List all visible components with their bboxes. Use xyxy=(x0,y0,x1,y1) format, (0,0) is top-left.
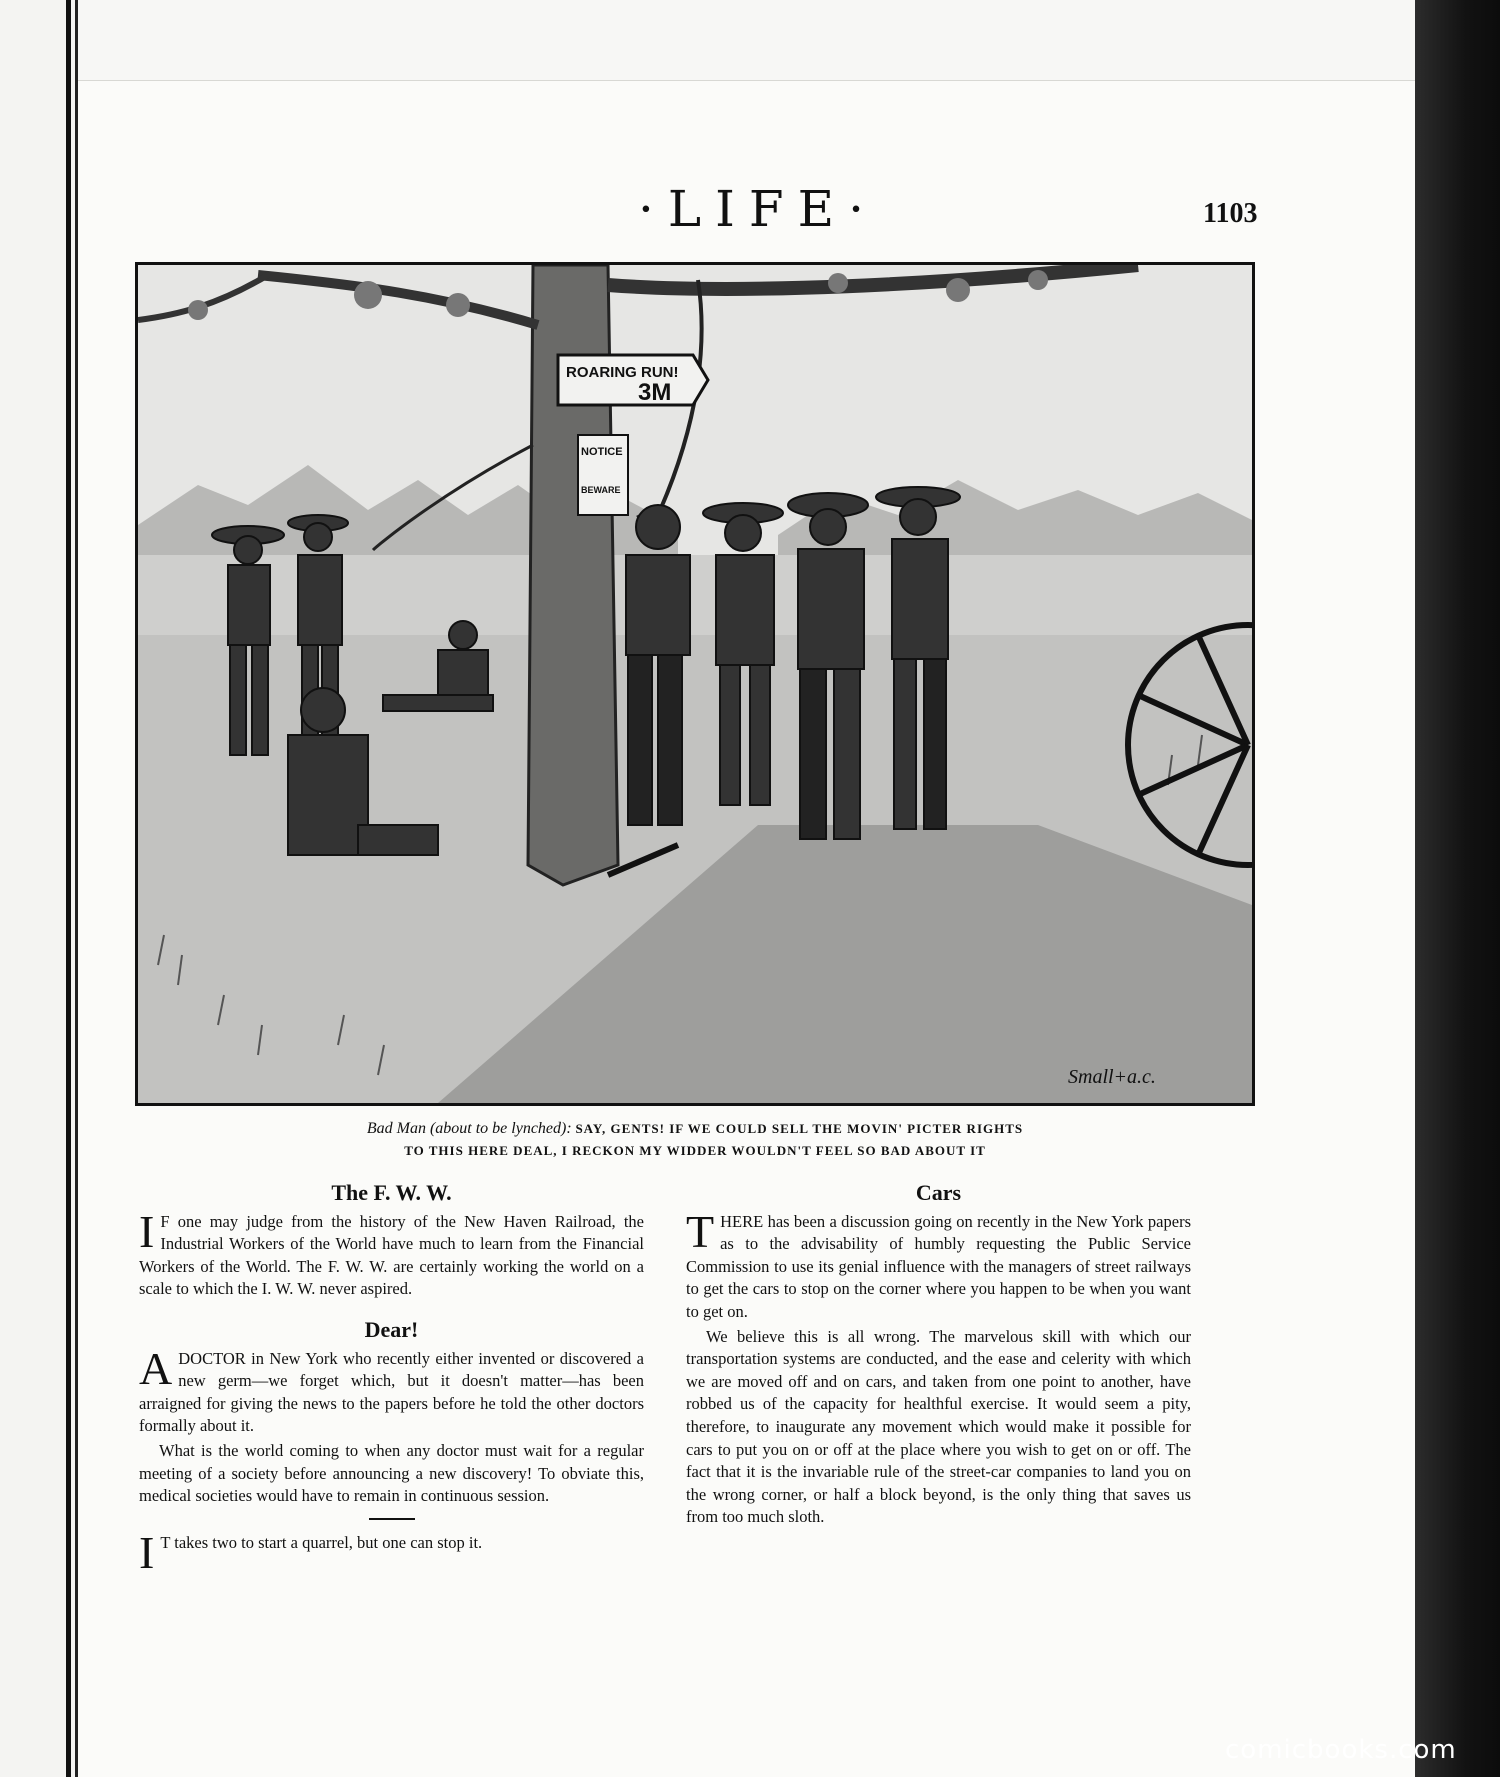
article-fww-body xyxy=(139,1205,644,1301)
article-dear-para-2: What is the world coming to when any doctor must wait for a regular meeting of a society before announcing a new discovery! To obviate this, medical societies would have to remain in continuous session. xyxy=(139,1440,644,1506)
fww-dropcap: I xyxy=(139,1205,155,1257)
article-cars-para-1 xyxy=(686,1205,1191,1324)
cartoon-illustration xyxy=(135,262,1255,1106)
article-dear-title: Dear! xyxy=(364,1316,419,1342)
article-cars-para-2: We believe this is all wrong. The marvelous skill with which our transportation systems are conducted, and the ease and celerity with which we are moved off and on cars, and taken from one point to another, have robbed us of the capacity for healthful exercise. It would seem a pity, therefore, to inaugurate any movement which would make it possible for cars to put you on or off at the place where you wish to get on or off. The fact that it is the invariable rule of the street-car companies to land you on the wrong corner, or half a block beyond, is the only thing that saves us from too much sloth. xyxy=(686,1326,1191,1527)
left-column xyxy=(139,1180,644,1578)
page-top-strip xyxy=(78,0,1418,81)
sign-distance-text: 3M xyxy=(638,379,672,406)
masthead: ·LIFE· xyxy=(638,180,878,238)
artist-signature: Small+a.c. xyxy=(1068,1066,1156,1088)
cartoon-drawing xyxy=(138,265,1252,1103)
sign-top-text: ROARING RUN! xyxy=(566,364,679,381)
quarrel-text: T takes two to start a quarrel, but one can stop it. xyxy=(160,1532,483,1552)
caption-speaker: Bad Man (about to be lynched): xyxy=(366,1120,572,1137)
cartoon-caption xyxy=(135,1118,1255,1161)
notice-title-text: NOTICE xyxy=(581,446,623,458)
article-quarrel xyxy=(139,1526,644,1578)
article-dear xyxy=(139,1316,644,1578)
right-column xyxy=(686,1182,1191,1547)
fww-text: F one may judge from the history of the New Haven Railroad, the Industrial Workers of the World have much to learn from the Financial Workers of the World. The F. W. W. are certainly working the world on a scale to which the I. W. W. never aspired. xyxy=(139,1211,644,1299)
notice-beware-text: BEWARE xyxy=(581,485,621,495)
caption-speech-2: TO THIS HERE DEAL, I RECKON MY WIDDER WOULDN'T FEEL SO BAD ABOUT IT xyxy=(404,1143,986,1158)
cars-text-1: HERE has been a discussion going on recently in the New York papers as to the advisability of humbly requesting the Public Service Commission to use its genial influence with the managers of street railways to get the cars to stop on the corner where you happen to be when you want to get on. xyxy=(686,1211,1191,1321)
article-cars-title: Cars xyxy=(915,1180,962,1205)
page-number: 1103 xyxy=(1203,198,1258,229)
cars-dropcap: T xyxy=(686,1205,715,1257)
caption-line-1 xyxy=(135,1118,1255,1140)
dear-text-1: DOCTOR in New York who recently either invented or discovered a new germ—we forget which, but it doesn't matter—has been arraigned for giving the news to the papers before he told the other doctors formally about it. xyxy=(139,1348,644,1436)
scan-right-edge xyxy=(1415,0,1500,1777)
binding-rule xyxy=(66,0,71,1777)
quarrel-dropcap: I xyxy=(139,1526,155,1578)
caption-speech-1: SAY, GENTS! IF WE COULD SELL THE MOVIN' PICTER RIGHTS xyxy=(575,1121,1024,1136)
section-divider xyxy=(369,1518,415,1520)
dear-dropcap: A xyxy=(139,1342,173,1394)
article-dear-para-1 xyxy=(139,1342,644,1438)
source-watermark: comicbooks.com xyxy=(1225,1735,1457,1765)
left-page-edge xyxy=(0,0,75,1777)
article-fww-title: The F. W. W. xyxy=(331,1180,452,1205)
article-fww xyxy=(139,1182,644,1301)
article-cars xyxy=(686,1182,1191,1529)
